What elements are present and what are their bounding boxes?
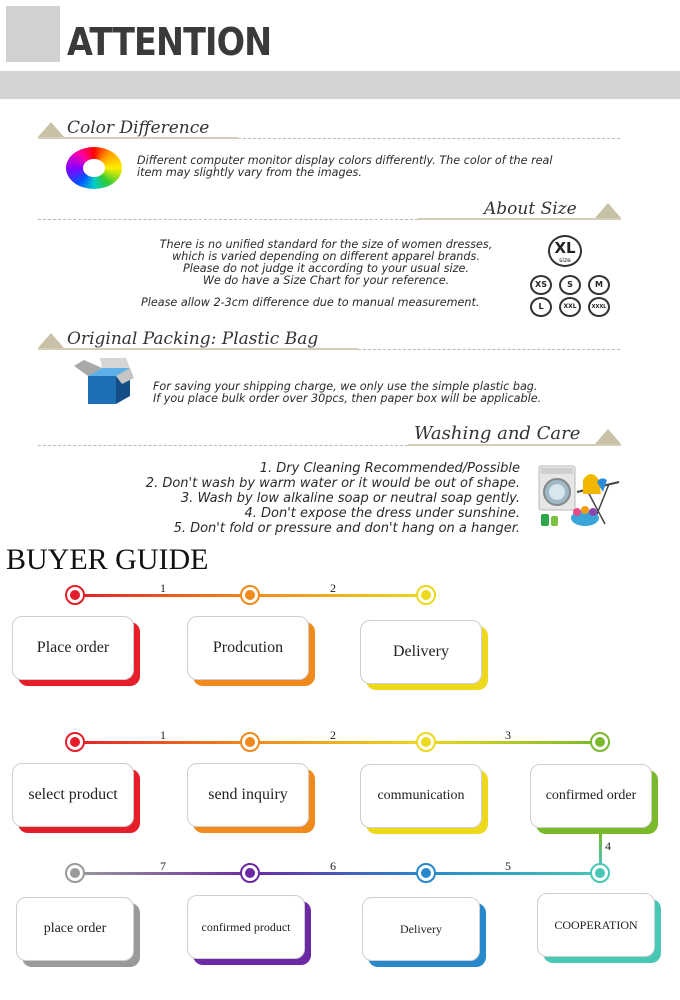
size-xl-badge: [548, 235, 582, 267]
section-triangle-icon: [595, 203, 621, 218]
size-xl-label: XL: [554, 239, 576, 257]
page-title: ATTENTION: [67, 20, 272, 64]
size-xs-badge: XS: [530, 275, 552, 295]
step-card-place-order: Place order: [12, 616, 134, 680]
color-text-line-1: Different computer monitor display colors differently. The color of the real: [137, 154, 553, 167]
size-xxl-badge: XXL: [559, 297, 581, 317]
flow-dot: [590, 863, 610, 883]
washing-line-1: 1. Dry Cleaning Recommended/Possible: [259, 461, 520, 476]
about-size-title: About Size: [484, 199, 577, 219]
flow-connector: [250, 741, 426, 744]
flow-dot: [416, 863, 436, 883]
flow-step-number: 1: [160, 581, 166, 595]
box-icon: [70, 356, 136, 408]
washing-machine-icon: [537, 462, 623, 530]
washing-line-3: 3. Wash by low alkaline soap or neutral soap gently.: [180, 491, 520, 506]
flow-dot: [240, 585, 260, 605]
flow-dot: [416, 732, 436, 752]
size-badges: [528, 235, 614, 319]
color-wheel-icon: [66, 147, 122, 189]
flow-step-number: 5: [505, 859, 511, 873]
section-divider: [238, 138, 620, 139]
flow-dot: [240, 732, 260, 752]
step-card-select-product: select product: [12, 763, 134, 827]
packing-text-line-1: For saving your shipping charge, we only use the simple plastic bag.: [153, 380, 538, 393]
flow-dot: [240, 863, 260, 883]
section-underline: [408, 444, 621, 446]
flow-step-number: 4: [605, 839, 611, 853]
section-triangle-icon: [595, 429, 621, 444]
buyer-guide-title: BUYER GUIDE: [6, 543, 209, 576]
flow-dot: [590, 732, 610, 752]
packing-text-line-2: If you place bulk order over 30pcs, then paper box will be applicable.: [153, 392, 542, 405]
size-xl-sublabel: size: [559, 257, 571, 264]
flow-connector: [250, 872, 426, 875]
size-l-badge: L: [530, 297, 552, 317]
section-divider: [38, 445, 408, 446]
flow-connector: [426, 741, 600, 744]
flow-step-number: 1: [160, 728, 166, 742]
step-card-confirmed-order: confirmed order: [530, 764, 652, 828]
flow-dot: [416, 585, 436, 605]
flow-step-number: 2: [330, 728, 336, 742]
section-triangle-icon: [38, 333, 64, 348]
flow-dot: [65, 585, 85, 605]
flow-step-number: 7: [160, 859, 166, 873]
size-text-line-4: We do have a Size Chart for your reference.: [202, 274, 450, 287]
header-band: [0, 71, 680, 99]
size-text-line-3: Please do not judge it according to your usual size.: [183, 262, 469, 275]
section-divider: [38, 219, 418, 220]
washing-line-5: 5. Don't fold or pressure and don't hang on a hanger.: [173, 521, 520, 536]
section-triangle-icon: [38, 122, 64, 137]
step-card-production: Prodcution: [187, 616, 309, 680]
flow-step-number: 6: [330, 859, 336, 873]
flow-step-number: 3: [505, 728, 511, 742]
header-square: [6, 6, 60, 62]
color-difference-title: Color Difference: [67, 118, 210, 138]
flow-dot: [65, 863, 85, 883]
step-card-place-order-2: place order: [16, 897, 134, 961]
size-text-line-2: which is varied depending on different apparel brands.: [172, 250, 480, 263]
step-card-delivery-2: Delivery: [362, 897, 480, 961]
flow-connector: [426, 872, 600, 875]
flow-connector-vertical: [599, 834, 602, 864]
step-card-send-inquiry: send inquiry: [187, 763, 309, 827]
size-text-line-1: There is no unified standard for the size of women dresses,: [159, 238, 493, 251]
step-card-confirmed-product: confirmed product: [187, 895, 305, 959]
flow-dot: [65, 732, 85, 752]
size-m-badge: M: [588, 275, 610, 295]
size-s-badge: S: [559, 275, 581, 295]
packing-title: Original Packing: Plastic Bag: [67, 329, 319, 349]
washing-line-4: 4. Don't expose the dress under sunshine.: [244, 506, 520, 521]
size-xxxl-badge: XXXL: [588, 297, 610, 317]
color-text-line-2: item may slightly vary from the images.: [137, 166, 362, 179]
section-divider: [358, 349, 620, 350]
size-note: Please allow 2-3cm difference due to manual measurement.: [141, 296, 480, 309]
flow-step-number: 2: [330, 581, 336, 595]
washing-title: Washing and Care: [414, 423, 581, 444]
step-card-communication: communication: [360, 764, 482, 828]
step-card-delivery: Delivery: [360, 620, 482, 684]
flow-connector: [250, 594, 426, 597]
washing-line-2: 2. Don't wash by warm water or it would be out of shape.: [145, 476, 520, 491]
step-card-cooperation: COOPERATION: [537, 893, 655, 957]
